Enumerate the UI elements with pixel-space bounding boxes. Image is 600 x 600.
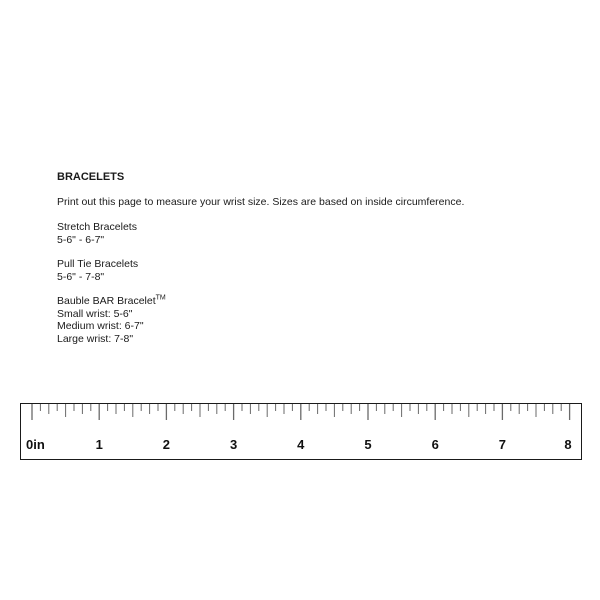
ruler-label: 2 [162, 437, 171, 452]
ruler-label: 0in [26, 437, 45, 452]
stretch-bracelets-name: Stretch Bracelets [57, 221, 137, 233]
stretch-bracelets-section [57, 221, 577, 246]
intro-text: Print out this page to measure your wrist size. Sizes are based on inside circumference. [57, 195, 465, 208]
ruler-label: 7 [498, 437, 507, 452]
medium-wrist-size: Medium wrist: 6-7" [57, 320, 144, 332]
bauble-bar-name: Bauble BAR Bracelet [57, 295, 156, 307]
ruler-label: 4 [297, 437, 305, 452]
small-wrist-size: Small wrist: 5-6" [57, 307, 133, 320]
ruler-label: 3 [229, 437, 238, 452]
pull-tie-bracelets-range: 5-6" - 7-8" [57, 270, 105, 283]
pull-tie-bracelets-name: Pull Tie Bracelets [57, 258, 139, 270]
bauble-bar-heading [57, 295, 577, 308]
stretch-bracelets-range: 5-6" - 6-7" [57, 233, 105, 246]
page-title: BRACELETS [57, 171, 125, 183]
ruler-label: 6 [431, 437, 439, 452]
trademark-mark: TM [155, 294, 166, 302]
pull-tie-bracelets-section [57, 258, 577, 283]
ruler-label: 5 [364, 437, 372, 452]
ruler-label: 8 [564, 437, 572, 452]
ruler-scale [21, 404, 580, 458]
inch-ruler [20, 403, 582, 460]
size-guide [57, 171, 577, 357]
bauble-bar-section [57, 295, 577, 345]
large-wrist-size: Large wrist: 7-8" [57, 332, 134, 345]
ruler-label: 1 [95, 437, 103, 452]
